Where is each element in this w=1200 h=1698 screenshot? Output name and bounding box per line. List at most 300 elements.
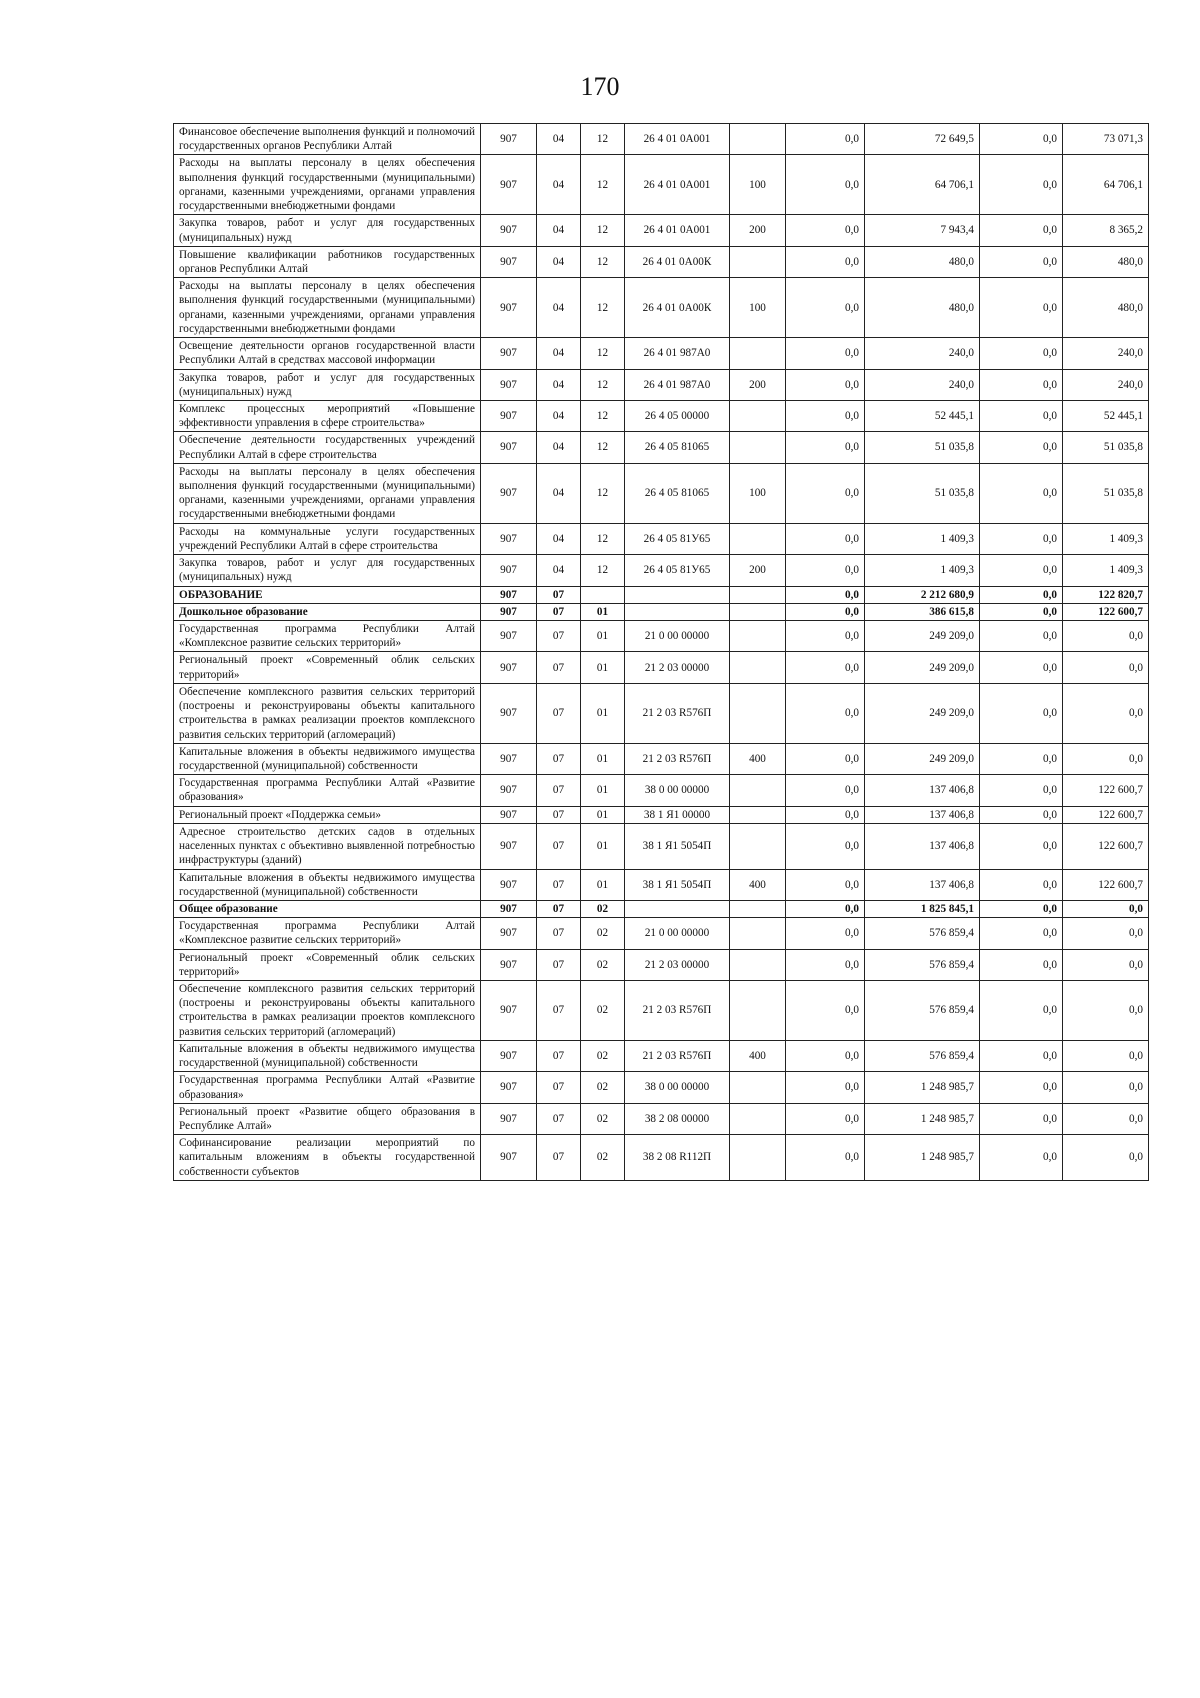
cell-value-2: 137 406,8	[865, 823, 980, 869]
cell-value-3: 0,0	[980, 949, 1063, 980]
cell-value-4: 52 445,1	[1063, 400, 1149, 431]
cell-csr: 26 4 05 81У65	[625, 555, 730, 586]
cell-pr: 02	[581, 949, 625, 980]
cell-value-1: 0,0	[786, 215, 865, 246]
cell-rz: 07	[537, 869, 581, 900]
table-row	[174, 155, 1149, 215]
cell-value-3: 0,0	[980, 823, 1063, 869]
cell-rz: 07	[537, 603, 581, 620]
row-name: ОБРАЗОВАНИЕ	[174, 586, 481, 603]
cell-value-3: 0,0	[980, 155, 1063, 215]
cell-value-4: 0,0	[1063, 1072, 1149, 1103]
cell-vr	[730, 683, 786, 743]
cell-value-1: 0,0	[786, 369, 865, 400]
cell-ved: 907	[481, 743, 537, 774]
cell-vr: 200	[730, 369, 786, 400]
cell-csr: 26 4 01 0А001	[625, 124, 730, 155]
cell-rz: 07	[537, 1135, 581, 1181]
cell-csr	[625, 603, 730, 620]
cell-vr	[730, 400, 786, 431]
cell-ved: 907	[481, 869, 537, 900]
row-name: Обеспечение комплексного развития сельских территорий (построены и реконструированы объекты капитального строительства в рамках реализации проектов комплексного развития сельских территорий (агломераций)	[174, 981, 481, 1041]
cell-value-2: 1 825 845,1	[865, 900, 980, 917]
cell-vr	[730, 1135, 786, 1181]
cell-value-4: 122 600,7	[1063, 806, 1149, 823]
cell-pr: 01	[581, 621, 625, 652]
cell-pr: 02	[581, 1135, 625, 1181]
row-name: Комплекс процессных мероприятий «Повышение эффективности управления в сфере строительства»	[174, 400, 481, 431]
cell-value-1: 0,0	[786, 338, 865, 369]
cell-pr: 12	[581, 278, 625, 338]
cell-rz: 04	[537, 463, 581, 523]
cell-vr	[730, 823, 786, 869]
cell-pr: 02	[581, 1040, 625, 1071]
table-row	[174, 215, 1149, 246]
row-name: Капитальные вложения в объекты недвижимого имущества государственной (муниципальной) собственности	[174, 743, 481, 774]
cell-csr: 26 4 01 987А0	[625, 338, 730, 369]
cell-vr: 100	[730, 278, 786, 338]
cell-value-3: 0,0	[980, 246, 1063, 277]
cell-csr: 38 2 08 R112П	[625, 1135, 730, 1181]
cell-value-1: 0,0	[786, 869, 865, 900]
cell-rz: 07	[537, 806, 581, 823]
cell-value-4: 122 600,7	[1063, 603, 1149, 620]
cell-value-4: 0,0	[1063, 918, 1149, 949]
cell-value-1: 0,0	[786, 400, 865, 431]
cell-value-3: 0,0	[980, 586, 1063, 603]
cell-value-2: 576 859,4	[865, 918, 980, 949]
cell-pr: 01	[581, 775, 625, 806]
cell-ved: 907	[481, 918, 537, 949]
cell-pr: 12	[581, 155, 625, 215]
cell-csr: 21 2 03 00000	[625, 652, 730, 683]
cell-vr	[730, 1072, 786, 1103]
cell-ved: 907	[481, 1072, 537, 1103]
cell-csr: 21 2 03 R576П	[625, 1040, 730, 1071]
table-row	[174, 432, 1149, 463]
cell-value-2: 480,0	[865, 246, 980, 277]
cell-pr: 12	[581, 432, 625, 463]
cell-ved: 907	[481, 1103, 537, 1134]
table-row	[174, 743, 1149, 774]
table-row	[174, 806, 1149, 823]
cell-ved: 907	[481, 432, 537, 463]
cell-value-1: 0,0	[786, 463, 865, 523]
cell-vr	[730, 432, 786, 463]
cell-pr: 12	[581, 215, 625, 246]
cell-csr: 21 2 03 R576П	[625, 981, 730, 1041]
cell-rz: 04	[537, 124, 581, 155]
cell-value-4: 0,0	[1063, 743, 1149, 774]
table-body	[174, 124, 1149, 1181]
cell-pr: 12	[581, 338, 625, 369]
cell-pr: 12	[581, 463, 625, 523]
budget-table	[173, 123, 1149, 1181]
cell-value-3: 0,0	[980, 338, 1063, 369]
cell-value-2: 51 035,8	[865, 463, 980, 523]
cell-value-2: 137 406,8	[865, 869, 980, 900]
cell-value-2: 249 209,0	[865, 683, 980, 743]
cell-value-1: 0,0	[786, 1103, 865, 1134]
cell-value-4: 480,0	[1063, 246, 1149, 277]
cell-value-3: 0,0	[980, 621, 1063, 652]
cell-value-3: 0,0	[980, 918, 1063, 949]
cell-rz: 07	[537, 621, 581, 652]
cell-csr: 21 2 03 00000	[625, 949, 730, 980]
cell-value-4: 0,0	[1063, 1040, 1149, 1071]
row-name: Расходы на выплаты персоналу в целях обеспечения выполнения функций государственными (муниципальными) органами, казенными учреждениями, органами управления государственными внебюджетными фондами	[174, 278, 481, 338]
table-row	[174, 900, 1149, 917]
row-name: Закупка товаров, работ и услуг для государственных (муниципальных) нужд	[174, 215, 481, 246]
cell-value-3: 0,0	[980, 603, 1063, 620]
cell-value-3: 0,0	[980, 215, 1063, 246]
cell-value-3: 0,0	[980, 652, 1063, 683]
cell-vr: 400	[730, 869, 786, 900]
table-row	[174, 338, 1149, 369]
cell-value-4: 122 600,7	[1063, 823, 1149, 869]
cell-pr: 01	[581, 869, 625, 900]
table-row	[174, 1103, 1149, 1134]
cell-value-3: 0,0	[980, 775, 1063, 806]
cell-ved: 907	[481, 1135, 537, 1181]
row-name: Дошкольное образование	[174, 603, 481, 620]
row-name: Региональный проект «Развитие общего образования в Республике Алтай»	[174, 1103, 481, 1134]
cell-rz: 04	[537, 400, 581, 431]
cell-csr: 21 0 00 00000	[625, 918, 730, 949]
cell-value-3: 0,0	[980, 1135, 1063, 1181]
table-row	[174, 463, 1149, 523]
row-name: Расходы на коммунальные услуги государственных учреждений Республики Алтай в сфере строительства	[174, 523, 481, 554]
cell-value-1: 0,0	[786, 155, 865, 215]
cell-csr: 26 4 05 81065	[625, 432, 730, 463]
cell-ved: 907	[481, 981, 537, 1041]
cell-value-1: 0,0	[786, 823, 865, 869]
cell-rz: 04	[537, 246, 581, 277]
cell-value-2: 1 409,3	[865, 555, 980, 586]
cell-value-2: 64 706,1	[865, 155, 980, 215]
cell-value-4: 8 365,2	[1063, 215, 1149, 246]
cell-value-2: 249 209,0	[865, 743, 980, 774]
cell-rz: 07	[537, 1072, 581, 1103]
cell-value-2: 1 248 985,7	[865, 1072, 980, 1103]
row-name: Обеспечение деятельности государственных учреждений Республики Алтай в сфере строительства	[174, 432, 481, 463]
cell-rz: 04	[537, 369, 581, 400]
cell-value-3: 0,0	[980, 806, 1063, 823]
cell-value-1: 0,0	[786, 1072, 865, 1103]
cell-value-4: 122 600,7	[1063, 775, 1149, 806]
cell-vr	[730, 806, 786, 823]
row-name: Государственная программа Республики Алтай «Развитие образования»	[174, 1072, 481, 1103]
cell-csr: 26 4 01 0А001	[625, 155, 730, 215]
cell-vr	[730, 523, 786, 554]
cell-rz: 07	[537, 743, 581, 774]
table-row	[174, 369, 1149, 400]
cell-value-4: 240,0	[1063, 338, 1149, 369]
cell-csr: 21 2 03 R576П	[625, 743, 730, 774]
cell-value-4: 0,0	[1063, 981, 1149, 1041]
cell-value-2: 51 035,8	[865, 432, 980, 463]
cell-pr: 12	[581, 400, 625, 431]
cell-value-4: 64 706,1	[1063, 155, 1149, 215]
cell-csr	[625, 900, 730, 917]
cell-vr: 200	[730, 555, 786, 586]
cell-value-1: 0,0	[786, 949, 865, 980]
cell-vr	[730, 900, 786, 917]
cell-value-4: 0,0	[1063, 621, 1149, 652]
cell-value-4: 122 820,7	[1063, 586, 1149, 603]
cell-pr	[581, 586, 625, 603]
cell-rz: 04	[537, 523, 581, 554]
cell-value-1: 0,0	[786, 743, 865, 774]
cell-ved: 907	[481, 775, 537, 806]
cell-ved: 907	[481, 278, 537, 338]
cell-ved: 907	[481, 683, 537, 743]
table-row	[174, 683, 1149, 743]
cell-vr	[730, 246, 786, 277]
cell-value-3: 0,0	[980, 869, 1063, 900]
cell-value-3: 0,0	[980, 900, 1063, 917]
cell-ved: 907	[481, 246, 537, 277]
cell-rz: 04	[537, 432, 581, 463]
cell-rz: 07	[537, 949, 581, 980]
cell-value-1: 0,0	[786, 683, 865, 743]
cell-value-1: 0,0	[786, 555, 865, 586]
cell-rz: 07	[537, 683, 581, 743]
cell-rz: 04	[537, 555, 581, 586]
cell-ved: 907	[481, 621, 537, 652]
cell-value-2: 240,0	[865, 338, 980, 369]
cell-value-2: 249 209,0	[865, 621, 980, 652]
cell-pr: 02	[581, 918, 625, 949]
cell-ved: 907	[481, 823, 537, 869]
cell-rz: 07	[537, 918, 581, 949]
cell-value-3: 0,0	[980, 124, 1063, 155]
cell-value-1: 0,0	[786, 1135, 865, 1181]
table-row	[174, 918, 1149, 949]
table-row	[174, 603, 1149, 620]
cell-csr: 26 4 01 0А001	[625, 215, 730, 246]
cell-csr: 38 0 00 00000	[625, 775, 730, 806]
cell-pr: 01	[581, 683, 625, 743]
cell-value-4: 0,0	[1063, 1135, 1149, 1181]
cell-value-1: 0,0	[786, 900, 865, 917]
cell-rz: 07	[537, 900, 581, 917]
cell-value-2: 240,0	[865, 369, 980, 400]
cell-vr	[730, 652, 786, 683]
row-name: Освещение деятельности органов государственной власти Республики Алтай в средствах массовой информации	[174, 338, 481, 369]
cell-vr	[730, 1103, 786, 1134]
cell-vr: 200	[730, 215, 786, 246]
cell-value-2: 2 212 680,9	[865, 586, 980, 603]
cell-csr: 26 4 05 00000	[625, 400, 730, 431]
table-row	[174, 278, 1149, 338]
cell-pr: 01	[581, 806, 625, 823]
cell-csr: 38 1 Я1 00000	[625, 806, 730, 823]
cell-value-3: 0,0	[980, 1103, 1063, 1134]
cell-pr: 01	[581, 652, 625, 683]
cell-csr: 21 2 03 R576П	[625, 683, 730, 743]
cell-value-1: 0,0	[786, 1040, 865, 1071]
cell-pr: 02	[581, 1072, 625, 1103]
cell-value-2: 52 445,1	[865, 400, 980, 431]
cell-value-3: 0,0	[980, 981, 1063, 1041]
page-number: 170	[580, 72, 620, 101]
cell-value-2: 480,0	[865, 278, 980, 338]
row-name: Закупка товаров, работ и услуг для государственных (муниципальных) нужд	[174, 369, 481, 400]
cell-value-4: 0,0	[1063, 900, 1149, 917]
cell-pr: 02	[581, 900, 625, 917]
cell-ved: 907	[481, 463, 537, 523]
cell-value-2: 576 859,4	[865, 949, 980, 980]
cell-rz: 04	[537, 278, 581, 338]
table-row	[174, 586, 1149, 603]
cell-pr: 12	[581, 369, 625, 400]
cell-rz: 04	[537, 338, 581, 369]
cell-value-4: 51 035,8	[1063, 463, 1149, 523]
table-row	[174, 523, 1149, 554]
cell-rz: 04	[537, 215, 581, 246]
table-row	[174, 400, 1149, 431]
row-name: Государственная программа Республики Алтай «Комплексное развитие сельских территорий»	[174, 621, 481, 652]
table-row	[174, 981, 1149, 1041]
cell-pr: 01	[581, 743, 625, 774]
cell-pr: 12	[581, 555, 625, 586]
cell-ved: 907	[481, 1040, 537, 1071]
cell-csr: 26 4 01 0А00К	[625, 278, 730, 338]
cell-value-3: 0,0	[980, 432, 1063, 463]
cell-rz: 04	[537, 155, 581, 215]
row-name: Расходы на выплаты персоналу в целях обеспечения выполнения функций государственными (муниципальными) органами, казенными учреждениями, органами управления государственными внебюджетными фондами	[174, 463, 481, 523]
cell-pr: 02	[581, 1103, 625, 1134]
table-row	[174, 1135, 1149, 1181]
cell-ved: 907	[481, 124, 537, 155]
cell-value-4: 480,0	[1063, 278, 1149, 338]
cell-value-4: 0,0	[1063, 949, 1149, 980]
cell-value-4: 0,0	[1063, 1103, 1149, 1134]
cell-rz: 07	[537, 1103, 581, 1134]
row-name: Финансовое обеспечение выполнения функций и полномочий государственных органов Республики Алтай	[174, 124, 481, 155]
cell-value-4: 240,0	[1063, 369, 1149, 400]
cell-value-3: 0,0	[980, 463, 1063, 523]
cell-ved: 907	[481, 900, 537, 917]
cell-value-1: 0,0	[786, 124, 865, 155]
row-name: Капитальные вложения в объекты недвижимого имущества государственной (муниципальной) собственности	[174, 869, 481, 900]
cell-ved: 907	[481, 949, 537, 980]
cell-value-1: 0,0	[786, 586, 865, 603]
cell-value-2: 1 248 985,7	[865, 1103, 980, 1134]
cell-ved: 907	[481, 338, 537, 369]
row-name: Закупка товаров, работ и услуг для государственных (муниципальных) нужд	[174, 555, 481, 586]
cell-ved: 907	[481, 806, 537, 823]
cell-value-3: 0,0	[980, 523, 1063, 554]
cell-ved: 907	[481, 523, 537, 554]
cell-value-3: 0,0	[980, 400, 1063, 431]
cell-pr: 12	[581, 523, 625, 554]
cell-csr: 38 1 Я1 5054П	[625, 823, 730, 869]
cell-vr: 100	[730, 463, 786, 523]
cell-vr	[730, 621, 786, 652]
cell-value-1: 0,0	[786, 981, 865, 1041]
table-row	[174, 869, 1149, 900]
cell-value-3: 0,0	[980, 1040, 1063, 1071]
row-name: Софинансирование реализации мероприятий по капитальным вложениям в объекты государственной собственности субъектов	[174, 1135, 481, 1181]
cell-ved: 907	[481, 155, 537, 215]
cell-csr: 26 4 01 987А0	[625, 369, 730, 400]
table-row	[174, 823, 1149, 869]
row-name: Региональный проект «Поддержка семьи»	[174, 806, 481, 823]
cell-value-3: 0,0	[980, 743, 1063, 774]
cell-vr	[730, 338, 786, 369]
cell-csr: 26 4 05 81065	[625, 463, 730, 523]
table-row	[174, 775, 1149, 806]
cell-value-4: 73 071,3	[1063, 124, 1149, 155]
cell-value-4: 0,0	[1063, 652, 1149, 683]
cell-pr: 02	[581, 981, 625, 1041]
cell-pr: 12	[581, 124, 625, 155]
table-row	[174, 246, 1149, 277]
cell-csr: 21 0 00 00000	[625, 621, 730, 652]
row-name: Расходы на выплаты персоналу в целях обеспечения выполнения функций государственными (муниципальными) органами, казенными учреждениями, органами управления государственными внебюджетными фондами	[174, 155, 481, 215]
cell-value-1: 0,0	[786, 246, 865, 277]
row-name: Региональный проект «Современный облик сельских территорий»	[174, 949, 481, 980]
cell-value-1: 0,0	[786, 432, 865, 463]
cell-vr: 400	[730, 743, 786, 774]
cell-csr: 38 2 08 00000	[625, 1103, 730, 1134]
cell-ved: 907	[481, 586, 537, 603]
cell-vr: 100	[730, 155, 786, 215]
cell-value-1: 0,0	[786, 918, 865, 949]
cell-value-2: 249 209,0	[865, 652, 980, 683]
cell-pr: 01	[581, 823, 625, 869]
cell-csr: 26 4 05 81У65	[625, 523, 730, 554]
table-row	[174, 555, 1149, 586]
cell-value-1: 0,0	[786, 775, 865, 806]
cell-value-1: 0,0	[786, 621, 865, 652]
cell-vr	[730, 775, 786, 806]
row-name: Адресное строительство детских садов в отдельных населенных пунктах с объективно выявленной потребностью инфраструктуры (зданий)	[174, 823, 481, 869]
table-row	[174, 652, 1149, 683]
cell-vr	[730, 949, 786, 980]
cell-rz: 07	[537, 652, 581, 683]
cell-rz: 07	[537, 586, 581, 603]
cell-value-3: 0,0	[980, 278, 1063, 338]
cell-value-2: 576 859,4	[865, 1040, 980, 1071]
cell-value-1: 0,0	[786, 806, 865, 823]
row-name: Региональный проект «Современный облик сельских территорий»	[174, 652, 481, 683]
cell-csr	[625, 586, 730, 603]
cell-csr: 38 1 Я1 5054П	[625, 869, 730, 900]
cell-value-2: 1 409,3	[865, 523, 980, 554]
table-row	[174, 1072, 1149, 1103]
cell-value-2: 72 649,5	[865, 124, 980, 155]
cell-vr	[730, 603, 786, 620]
cell-value-4: 0,0	[1063, 683, 1149, 743]
table-row	[174, 949, 1149, 980]
cell-value-4: 1 409,3	[1063, 523, 1149, 554]
table-row	[174, 621, 1149, 652]
cell-ved: 907	[481, 555, 537, 586]
row-name: Государственная программа Республики Алтай «Развитие образования»	[174, 775, 481, 806]
cell-value-2: 7 943,4	[865, 215, 980, 246]
cell-rz: 07	[537, 775, 581, 806]
row-name: Обеспечение комплексного развития сельских территорий (построены и реконструированы объекты капитального строительства в рамках реализации проектов комплексного развития сельских территорий (агломераций)	[174, 683, 481, 743]
cell-ved: 907	[481, 603, 537, 620]
cell-ved: 907	[481, 652, 537, 683]
cell-ved: 907	[481, 369, 537, 400]
cell-value-2: 576 859,4	[865, 981, 980, 1041]
cell-csr: 26 4 01 0А00К	[625, 246, 730, 277]
cell-vr	[730, 981, 786, 1041]
